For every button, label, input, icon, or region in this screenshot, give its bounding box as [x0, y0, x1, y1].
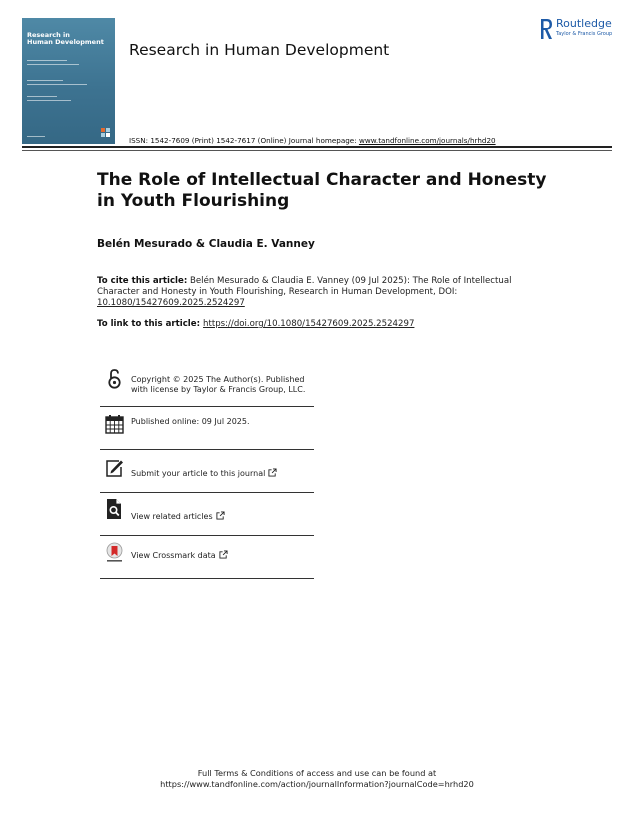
article-doi-link[interactable]: https://doi.org/10.1080/15427609.2025.2524297	[203, 319, 415, 329]
crossmark-link[interactable]: View Crossmark data	[100, 536, 314, 579]
edit-icon	[105, 457, 124, 479]
open-access-lock-icon	[105, 368, 124, 390]
crossmark-icon	[105, 542, 124, 564]
citation-block: To cite this article: Belén Mesurado & Claudia E. Vanney (09 Jul 2025): The Role of Intellectual Character and Honesty in Youth Flourishing, Research in Human Development, DOI: 10.1080/15427609.2025.2524297	[97, 276, 512, 308]
document-search-icon	[105, 498, 124, 520]
external-link-icon	[216, 511, 225, 520]
article-link-line: To link to this article: https://doi.org/10.1080/15427609.2025.2524297	[97, 319, 415, 329]
article-authors: Belén Mesurado & Claudia E. Vanney	[97, 238, 315, 250]
journal-cover-image	[22, 18, 115, 144]
calendar-icon	[105, 414, 124, 436]
journal-title[interactable]: Research in Human Development	[129, 41, 390, 59]
routledge-logo[interactable]	[540, 18, 620, 42]
cover-title: Research in Human Development	[27, 31, 104, 47]
related-articles-link[interactable]: View related articles	[100, 493, 314, 536]
citation-doi-link[interactable]: 10.1080/15427609.2025.2524297	[97, 297, 245, 308]
journal-homepage-link[interactable]: www.tandfonline.com/journals/hrhd20	[358, 136, 496, 145]
cover-logo-icon	[101, 128, 111, 138]
publisher-name: Routledge	[556, 17, 612, 30]
list-item-copyright: Copyright © 2025 The Author(s). Published with license by Taylor & Francis Group, LLC.	[100, 364, 314, 407]
header-divider	[22, 146, 612, 148]
routledge-r-icon	[540, 18, 553, 40]
external-link-icon	[219, 550, 228, 559]
footer-terms: Full Terms & Conditions of access and use can be found at https://www.tandfonline.com/action/journalInformation?journalCode=hrhd20	[0, 768, 634, 790]
header-divider-thin	[22, 150, 612, 151]
publisher-subtitle: Taylor & Francis Group	[556, 31, 613, 37]
submit-article-link[interactable]: Submit your article to this journal	[100, 450, 314, 493]
article-title: The Role of Intellectual Character and Honesty in Youth Flourishing	[97, 170, 547, 211]
external-link-icon	[268, 468, 277, 477]
list-item-published: Published online: 09 Jul 2025.	[100, 407, 314, 450]
article-info-list	[100, 364, 314, 579]
footer-terms-link[interactable]: https://www.tandfonline.com/action/journalInformation?journalCode=hrhd20	[160, 779, 474, 789]
issn-line: ISSN: 1542-7609 (Print) 1542-7617 (Online) Journal homepage: www.tandfonline.com/journals/hrhd20	[129, 136, 496, 145]
